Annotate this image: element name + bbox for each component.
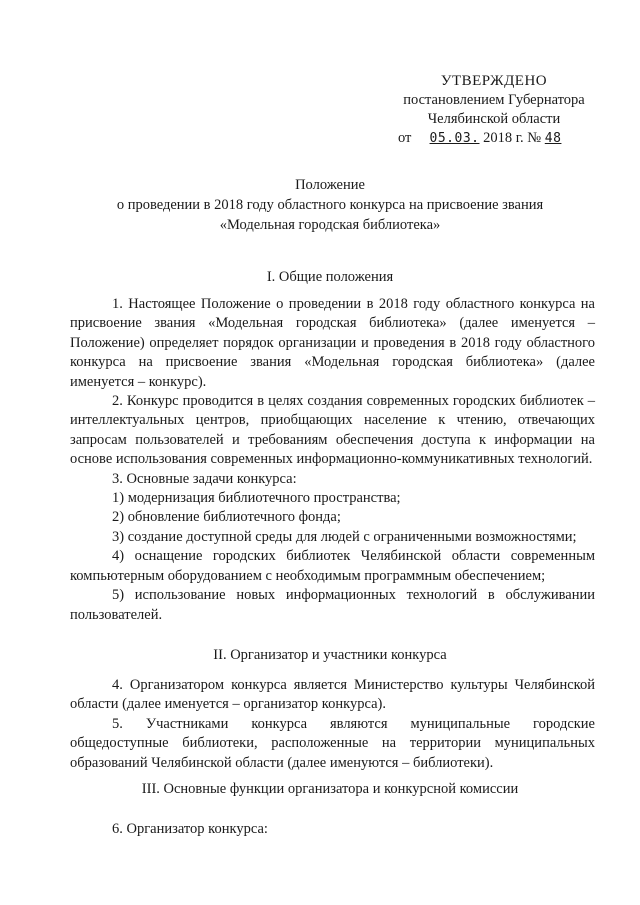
- section-title-2: II. Организатор и участники конкурса: [213, 647, 447, 663]
- approval-heading: УТВЕРЖДЕНО: [440, 73, 548, 89]
- paragraph: 3) создание доступной среды для людей с ограниченными возможностями;: [112, 528, 577, 545]
- paragraph: 2) обновление библиотечного фонда;: [112, 509, 341, 526]
- paragraph: 6. Организатор конкурса:: [112, 821, 268, 837]
- paragraph: 5. Участниками конкурса являются муниципальные городские общедоступные библиотеки, расположенные на территории муниципальных образований Челябинской области (далее именуются – библиотеки).: [70, 715, 595, 771]
- paragraph: 4) оснащение городских библиотек Челябинской области современным компьютерным оборудованием с необходимым программным обеспечением;: [70, 548, 595, 584]
- section-1-body: [70, 295, 595, 625]
- approval-line-1: постановлением Губернатора: [403, 92, 585, 108]
- paragraph: 1) модернизация библиотечного пространства;: [112, 490, 401, 507]
- date-value: 05.03.: [429, 131, 480, 146]
- section-title-1: I. Общие положения: [266, 269, 394, 285]
- paragraph: 3. Основные задачи конкурса:: [112, 470, 297, 487]
- section-2-body: [70, 676, 595, 773]
- section-3-body: [70, 820, 595, 839]
- document-title: [60, 175, 600, 235]
- title-line-1: Положение: [295, 177, 365, 193]
- paragraph: 1. Настоящее Положение о проведении в 2018 году областного конкурса на присвоение звания «Модельная городская библиотека» (далее именуется – Положение) определяет порядок организации и проведения в 2018 году областного конкурса на присвоение звания «Модельная городская библиотека» (далее именуется – конкурс).: [70, 296, 595, 390]
- date-year: 2018 г. №: [483, 130, 542, 146]
- paragraph: 2. Конкурс проводится в целях создания современных городских библиотек – интеллектуальных центров, приобщающих население к чтению, отвечающих запросам пользователей и требованиям обеспечения доступа к информации на основе использования современных информационно-коммуникативных технологий.: [70, 393, 595, 468]
- number-value: 48: [544, 131, 562, 146]
- title-line-2: о проведении в 2018 году областного конкурса на присвоение звания: [116, 197, 544, 213]
- approval-stamp: [396, 72, 592, 148]
- section-title-3: III. Основные функции организатора и конкурсной комиссии: [141, 781, 519, 797]
- paragraph: 4. Организатором конкурса является Министерство культуры Челябинской области (далее именуется – организатор конкурса).: [70, 677, 595, 713]
- approval-line-2: Челябинской области: [427, 111, 561, 127]
- title-line-3: «Модельная городская библиотека»: [219, 217, 441, 233]
- date-prefix: от: [398, 130, 412, 146]
- approval-date-line: [396, 129, 592, 148]
- paragraph: 5) использование новых информационных технологий в обслуживании пользователей.: [70, 587, 595, 623]
